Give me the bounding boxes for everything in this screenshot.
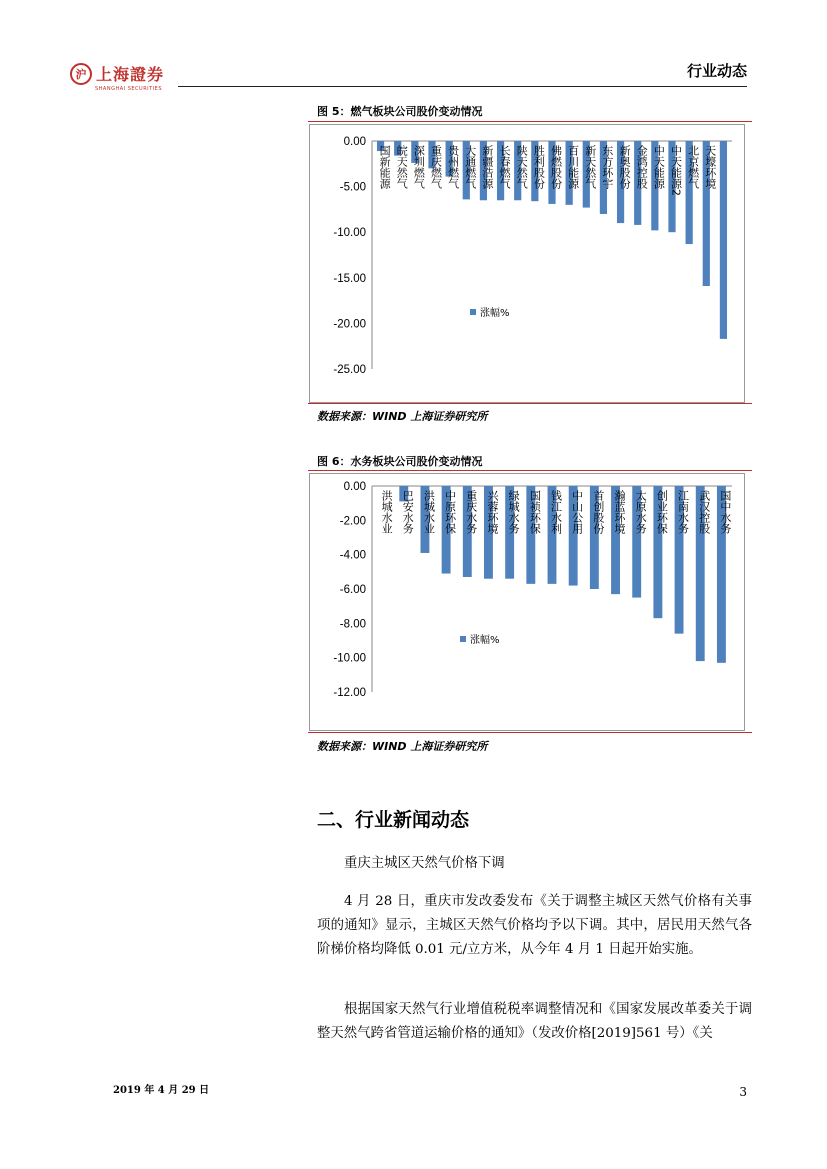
category-label: 江南水务 [676,490,690,534]
category-label: 天壕环境 [703,145,717,189]
figure5-chart-svg [310,125,744,402]
category-label: 太原水务 [634,490,648,534]
figure5-chart [309,124,745,403]
category-label: 北京燃气 [686,145,700,189]
figure5-source: 数据来源：WIND 上海证券研究所 [317,410,488,423]
y-tick-label: -8.00 [339,618,366,631]
category-label: 洪城水业 [422,490,436,534]
category-label: 贵州燃气 [446,145,460,189]
category-label: 金鸿控股 [635,145,649,189]
y-tick-label: 0.00 [343,136,366,148]
legend-swatch [470,309,476,315]
category-label: 巴安水务 [401,490,415,534]
logo-emblem-icon: 沪 [70,63,92,85]
y-tick-label: 0.00 [343,481,366,493]
category-label: 长春燃气 [498,145,512,189]
category-label: 创业环保 [655,490,669,534]
legend-swatch [460,636,466,642]
category-label: 东方环宇 [600,145,614,189]
category-label: 中山公用 [570,490,584,534]
y-tick-label: -12.00 [333,687,366,699]
category-label: 重庆水务 [464,490,478,534]
y-tick-label: -10.00 [333,652,366,665]
footer-date: 2019 年 4 月 29 日 [113,1085,210,1096]
figure5-title: 图 5：燃气板块公司股价变动情况 [317,105,483,118]
legend-label: 涨幅% [480,308,510,319]
category-label: 陕天然气 [515,145,529,189]
category-label: 百川能源 [566,145,580,189]
figure6-bottom-rule [308,732,752,733]
figure5-top-rule [308,121,752,122]
figure5-bottom-rule [308,403,752,404]
y-tick-label: -15.00 [333,272,366,285]
news-paragraph-1: 4 月 28 日，重庆市发改委发布《关于调整主城区天然气价格有关事项的通知》显示，主城区天然气价格均予以下调。其中，居民用天然气各阶梯价格均降低 0.01 元/立方米，从今年 4 月 1 日起开始实施。 [317,894,752,957]
category-label: 胜利股份 [532,145,546,189]
category-label: 瀚蓝环境 [613,490,627,534]
category-label: 新奥股份 [618,145,632,189]
header-divider [178,86,747,87]
category-label: 佛燃股份 [549,145,563,189]
category-label: 绿城水务 [507,490,521,534]
category-label: 重庆燃气 [429,145,443,189]
category-label: 中天能源2 [669,145,683,196]
bar-20 [720,141,727,339]
header-section-label: 行业动态 [686,62,747,80]
category-label: 钱江水利 [549,490,563,534]
company-logo [70,62,164,85]
category-label: 洪城水业 [380,490,394,534]
figure6-source: 数据来源：WIND 上海证券研究所 [317,740,488,753]
y-tick-label: -4.00 [339,549,366,562]
figure6-chart [309,473,745,731]
category-label: 国中水务 [718,490,732,534]
category-label: 深圳燃气 [412,145,426,189]
y-tick-label: -20.00 [333,318,366,331]
news-headline: 重庆主城区天然气价格下调 [344,856,505,871]
figure6-chart-svg [310,474,744,730]
category-label: 新天然气 [583,145,597,189]
category-label: 首创股份 [591,490,605,534]
logo-text: 上海證券 [96,65,165,84]
logo-subtitle: SHANGHAI SECURITIES [95,86,163,92]
y-tick-label: -6.00 [339,584,366,596]
news-paragraph-2: 根据国家天然气行业增值税税率调整情况和《国家发展改革委关于调整天然气跨省管道运输价格的通知》（发改价格[2019]561 号）《关 [317,1002,752,1041]
category-label: 大通燃气 [463,145,477,189]
y-tick-label: -10.00 [333,227,366,240]
category-label: 新疆浩源 [480,145,494,189]
category-label: 兴蓉环境 [485,490,499,534]
category-label: 国新能源 [378,145,392,189]
category-label: 武汉控股 [697,490,711,534]
figure6-top-rule [308,470,752,471]
y-tick-label: -2.00 [339,515,366,528]
category-label: 皖天然气 [395,145,409,189]
legend-label: 涨幅% [470,635,500,646]
category-label: 中原环保 [443,490,457,534]
page-number: 3 [739,1085,747,1099]
category-label: 国祯环保 [528,490,542,534]
y-tick-label: -25.00 [333,364,366,376]
category-label: 中天能源 [652,145,666,189]
section-heading: 二、行业新闻动态 [317,809,470,831]
y-tick-label: -5.00 [339,181,366,194]
figure6-title: 图 6：水务板块公司股价变动情况 [317,455,483,468]
